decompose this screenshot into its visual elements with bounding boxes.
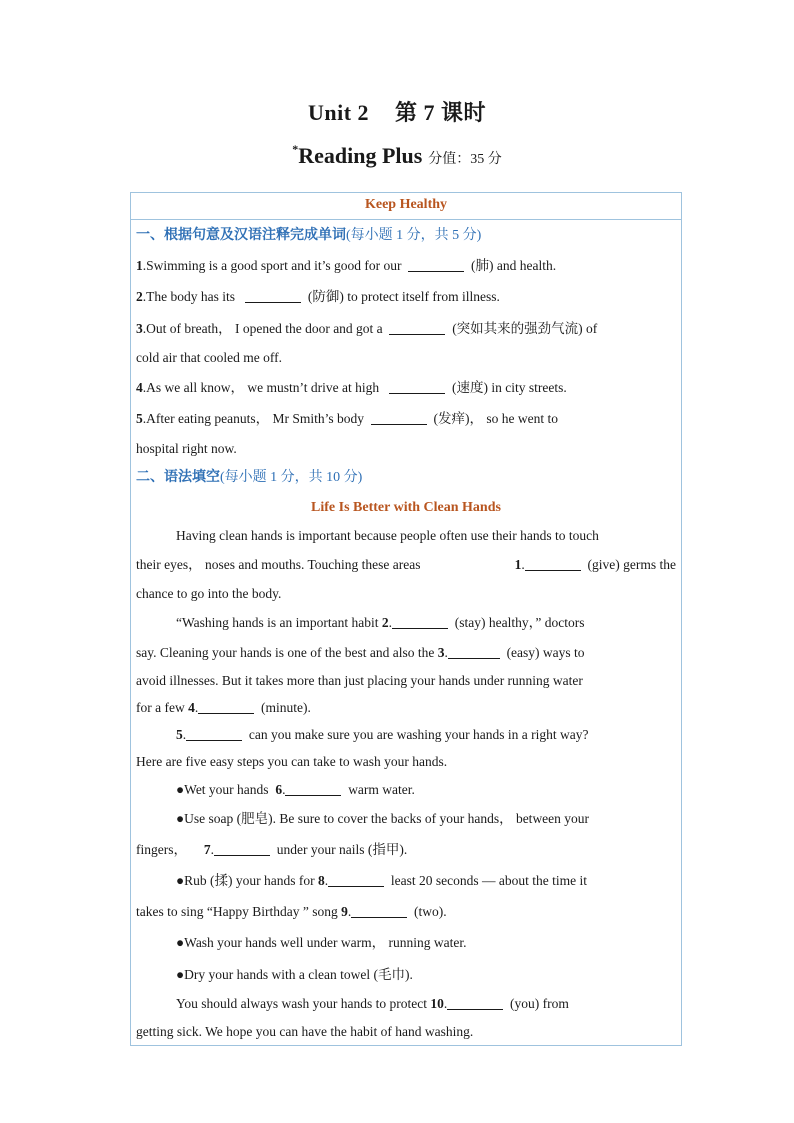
text-segment: say. Cleaning your hands is one of the best and also the xyxy=(136,645,435,660)
paragraph-1-line-1: Having clean hands is important because people often use their hands to touch xyxy=(176,528,599,543)
question-number: 2 xyxy=(136,289,143,304)
blank-number: 7 xyxy=(203,842,211,857)
text-segment: their eyes， noses and mouths. Touching these areas xyxy=(136,557,421,572)
paragraph-2-line-1: “Washing hands is an important habit 2. (stay) healthy，” doctors xyxy=(176,615,585,630)
blank-number: 4 xyxy=(188,700,195,715)
paragraph-2-line-3: avoid illnesses. But it takes more than just placing your hands under running water xyxy=(136,673,583,688)
question-hint: (速度) in city streets. xyxy=(451,380,567,395)
question-text: .The body has its xyxy=(142,289,235,304)
answer-blank-8[interactable] xyxy=(328,874,384,887)
answer-blank-1[interactable] xyxy=(525,558,581,571)
blank-number: 10 xyxy=(430,996,444,1011)
question-text: .Out of breath， I opened the door and got a xyxy=(142,321,383,336)
answer-blank[interactable] xyxy=(408,259,464,272)
blank-number: 6 xyxy=(275,782,283,797)
paragraph-3-line-2: Here are five easy steps you can take to wash your hands. xyxy=(136,754,448,769)
subtitle-text: Reading Plus xyxy=(298,143,423,168)
question-2 xyxy=(136,287,676,307)
step-3-line-1: ●Rub (揉) your hands for 8. least 20 seconds — about the time it xyxy=(176,873,587,888)
text-segment: “Washing hands is an important habit xyxy=(176,615,379,630)
blank-number: 3 xyxy=(437,645,445,660)
page-title xyxy=(0,96,794,127)
blank-number: 9 xyxy=(341,904,348,919)
answer-blank-2[interactable] xyxy=(392,616,448,629)
title-unit: Unit 2 xyxy=(307,100,370,125)
question-text: .After eating peanuts， Mr Smith’s body xyxy=(142,411,364,426)
text-segment: ●Wet your hands xyxy=(176,782,269,797)
section2-note: (每小题 1 分，共 10 分) xyxy=(220,470,363,485)
answer-blank[interactable] xyxy=(389,381,445,394)
text-segment: for a few xyxy=(136,700,185,715)
text-segment: (easy) ways to xyxy=(506,645,585,660)
title-lesson: 第 7 课时 xyxy=(395,100,487,125)
text-segment: (give) germs the xyxy=(587,557,676,572)
paragraph-1-line-2: their eyes， noses and mouths. Touching these areas 1. (give) germs the xyxy=(136,555,676,575)
text-segment: takes to sing “Happy Birthday ” song xyxy=(136,904,338,919)
page-subtitle xyxy=(0,142,794,169)
passage-title: Life Is Better with Clean Hands xyxy=(311,500,501,515)
question-number: 3 xyxy=(136,321,143,336)
question-hint: (突如其来的强劲气流) of xyxy=(452,321,598,336)
question-number: 5 xyxy=(136,411,143,426)
question-3 xyxy=(136,319,676,339)
question-number: 4 xyxy=(136,380,143,395)
exercise-box xyxy=(130,192,682,1046)
question-text: .As we all know， we mustn’t drive at high xyxy=(142,380,380,395)
question-5-continued: hospital right now. xyxy=(136,441,237,456)
text-segment: (stay) healthy，” doctors xyxy=(454,615,585,630)
subtitle-mark: * xyxy=(292,142,299,156)
answer-blank-4[interactable] xyxy=(198,701,254,714)
question-5 xyxy=(136,409,676,429)
question-hint: (防御) to protect itself from illness. xyxy=(307,289,500,304)
question-hint: (肺) and health. xyxy=(471,258,557,273)
text-segment: fingers， xyxy=(136,842,187,857)
text-segment: ●Rub (揉) your hands for xyxy=(176,873,315,888)
question-text: .Swimming is a good sport and it’s good for our xyxy=(142,258,402,273)
question-1 xyxy=(136,256,676,276)
answer-blank-3[interactable] xyxy=(448,646,500,659)
answer-blank-10[interactable] xyxy=(447,997,503,1010)
text-segment: warm water. xyxy=(348,782,415,797)
answer-blank-9[interactable] xyxy=(351,905,407,918)
step-4: ●Wash your hands well under warm， running water. xyxy=(176,935,467,950)
paragraph-4-line-2: getting sick. We hope you can have the habit of hand washing. xyxy=(136,1024,474,1039)
step-2-line-1: ●Use soap (肥皂). Be sure to cover the backs of your hands， between your xyxy=(176,811,590,826)
step-1: ●Wet your hands 6. warm water. xyxy=(176,782,415,797)
paragraph-3-line-1: 5. can you make sure you are washing your hands in a right way? xyxy=(176,727,589,742)
paragraph-2-line-4: for a few 4. (minute). xyxy=(136,700,311,715)
text-segment: You should always wash your hands to protect xyxy=(176,996,427,1011)
step-5: ●Dry your hands with a clean towel (毛巾). xyxy=(176,967,413,982)
score-label: 分值：35 分 xyxy=(428,152,502,167)
paragraph-4-line-1: You should always wash your hands to protect 10. (you) from xyxy=(176,996,569,1011)
text-segment: (two). xyxy=(413,904,447,919)
step-3-line-2: takes to sing “Happy Birthday ” song 9. (two). xyxy=(136,904,447,919)
section2-heading xyxy=(136,468,676,488)
text-segment: least 20 seconds — about the time it xyxy=(390,873,587,888)
question-3-continued: cold air that cooled me off. xyxy=(136,350,282,365)
answer-blank-5[interactable] xyxy=(186,728,242,741)
text-segment: (you) from xyxy=(509,996,569,1011)
text-segment: under your nails (指甲). xyxy=(276,842,408,857)
question-4 xyxy=(136,378,676,398)
question-hint: (发痒)， so he went to xyxy=(433,411,558,426)
blank-number: 5 xyxy=(176,727,183,742)
answer-blank-6[interactable] xyxy=(285,783,341,796)
answer-blank[interactable] xyxy=(389,322,445,335)
blank-number: 8 xyxy=(318,873,325,888)
section1-note: (每小题 1 分，共 5 分) xyxy=(346,228,482,243)
section1-heading xyxy=(136,226,676,246)
exercise-content xyxy=(131,226,681,1042)
text-segment: (minute). xyxy=(260,700,311,715)
paragraph-1-line-3: chance to go into the body. xyxy=(136,586,282,601)
answer-blank[interactable] xyxy=(371,412,427,425)
answer-blank[interactable] xyxy=(245,290,301,303)
blank-number: 2 xyxy=(381,615,389,630)
answer-blank-7[interactable] xyxy=(214,843,270,856)
text-segment: can you make sure you are washing your hands in a right way? xyxy=(248,727,589,742)
paragraph-2-line-2: say. Cleaning your hands is one of the best and also the 3. (easy) ways to xyxy=(136,645,585,660)
blank-number: 1 xyxy=(514,557,522,572)
section1-title: 一、根据句意及汉语注释完成单词 xyxy=(136,228,346,243)
section2-title: 二、语法填空 xyxy=(136,470,220,485)
question-number: 1 xyxy=(136,258,143,273)
step-2-line-2: fingers， 7. under your nails (指甲). xyxy=(136,842,408,857)
box-heading: Keep Healthy xyxy=(131,193,681,220)
